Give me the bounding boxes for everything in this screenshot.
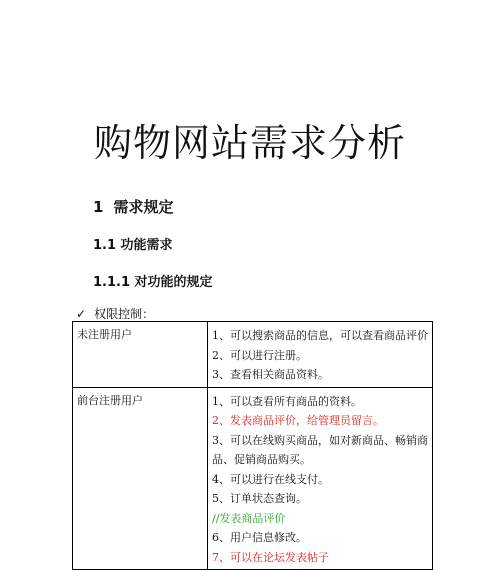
heading-1 [93, 196, 173, 217]
permission-item: 1、可以搜索商品的信息，可以查看商品评价 [212, 329, 428, 342]
heading-1-text: 需求规定 [113, 198, 174, 216]
permission-item: 7、可以在论坛发表帖子 [212, 550, 329, 564]
permission-item: 1、可以查看所有商品的资料。 [212, 394, 362, 408]
permission-comment: //发表商品评价 [212, 511, 286, 525]
permission-item: 4、可以进行在线支付。 [212, 472, 329, 486]
permission-item: 品、促销商品购买。 [212, 453, 311, 466]
role-cell: 未注册用户 [73, 322, 208, 388]
heading-3: 1.1.1 对功能的规定 [93, 275, 213, 290]
table-row [73, 322, 433, 388]
permissions-cell [208, 322, 433, 388]
role-cell: 前台注册用户 [73, 387, 208, 570]
permission-item: 2、可以进行注册。 [212, 348, 307, 362]
permissions-cell [208, 387, 433, 570]
permission-item: 5、订单状态查询。 [212, 492, 307, 505]
permission-item: 6、用户信息修改。 [212, 531, 307, 544]
heading-2: 1.1 功能需求 [93, 238, 173, 253]
permission-label-text: 权限控制： [94, 307, 155, 321]
heading-1-number: 1 [93, 198, 104, 216]
document-title: 购物网站需求分析 [93, 121, 406, 165]
permission-table [72, 321, 433, 570]
table-row [73, 387, 433, 570]
permission-control-label [76, 305, 154, 322]
permission-item: 3、可以在线购买商品，如对新商品、畅销商 [212, 433, 428, 447]
permission-item: 2、发表商品评价，给管理员留言。 [212, 414, 384, 427]
permission-item: 3、查看相关商品资料。 [212, 368, 329, 381]
check-mark-icon: ✓ [76, 307, 87, 321]
